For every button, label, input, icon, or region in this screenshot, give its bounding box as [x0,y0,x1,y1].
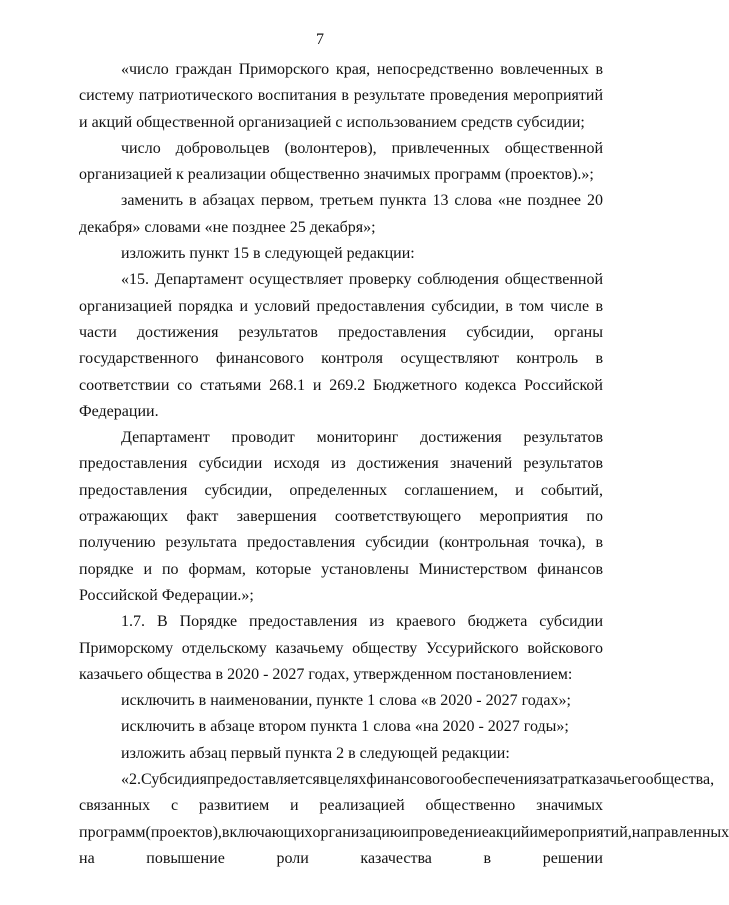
word: целях [327,771,367,789]
paragraph-line [79,820,729,846]
word: казачьего [581,771,646,789]
paragraph-line [79,793,603,819]
page-number: 7 [316,31,324,48]
word: программ [79,823,146,841]
paragraph-line [79,846,603,872]
word: и [401,823,411,841]
paragraph-amend-point-2: изложить абзац первый пункта 2 в следующей редакции: [121,744,510,762]
word: с [170,797,179,815]
word: на [79,849,95,867]
word: включающих [221,823,313,841]
word: предоставляется [206,771,320,789]
word: Субсидия [141,771,207,789]
word: (проектов), [145,823,222,841]
paragraph-citizens-count: «число граждан Приморского края, непосредственно вовлеченных в систему патриотического воспитания в результате проведения мероприятий и акций общественной организацией с использованием средств субсидии; [79,61,603,131]
word: общества, [645,771,715,789]
word: в [483,849,492,867]
paragraph-exclude-title: исключить в наименовании, пункте 1 слова «в 2020 - 2027 годах»; [121,692,571,710]
paragraph-amend-point-15: изложить пункт 15 в следующей редакции: [121,245,415,263]
word: направленных [631,823,729,841]
word: развитием [198,797,270,815]
word: организацию [312,823,402,841]
word: роли [276,849,309,867]
word: обеспечения [454,771,540,789]
paragraph-volunteers-count: число добровольцев (волонтеров), привлеченных общественной организацией к реализации общественно значимых программ (проектов).»; [79,139,603,184]
word: затрат [539,771,582,789]
word: решении [542,849,603,867]
word: и [290,797,299,815]
word: реализацией [319,797,405,815]
word: и [529,823,538,841]
document-body [79,57,729,872]
word: «2. [121,771,141,789]
word: мероприятий, [537,823,632,841]
word: в [319,771,328,789]
word: проведение [410,823,489,841]
word: связанных [79,797,151,815]
paragraph-line [79,767,715,793]
word: общественно [425,797,516,815]
word: значимых [536,797,603,815]
paragraph-point-15: «15. Департамент осуществляет проверку соблюдения общественной организацией порядка и условий предоставления субсидии, в том числе в части достижения результатов предоставления субсидии, органы государственного финансового контроля осуществляют контроль в соответствии со статьями 268.1 и 269.2 Бюджетного кодекса Российской Федерации. [79,271,603,420]
word: казачества [360,849,432,867]
paragraph-point-2 [79,767,729,872]
word: повышение [146,849,225,867]
paragraph-section-1-7: 1.7. В Порядке предоставления из краевого бюджета субсидии Приморскому отдельскому казачьему обществу Уссурийского войскового казачьего общества в 2020 - 2027 годах, утвержденном постановлением: [79,613,603,683]
word: финансового [366,771,455,789]
paragraph-replace-dates: заменить в абзацах первом, третьем пункта 13 слова «не позднее 20 декабря» словами «не позднее 25 декабря»; [79,192,603,236]
paragraph-monitoring: Департамент проводит мониторинг достижения результатов предоставления субсидии исходя из достижения значений результатов предоставления субсидии, определенных соглашением, и событий, отражающих факт завершения соответствующего мероприятия по получению результата предоставления субсидии (контрольная точка), в порядке и по формам, которые установлены Министерством финансов Российской Федерации.»; [79,429,603,604]
word: акций [488,823,530,841]
paragraph-exclude-point-1: исключить в абзаце втором пункта 1 слова «на 2020 - 2027 годы»; [121,718,569,736]
